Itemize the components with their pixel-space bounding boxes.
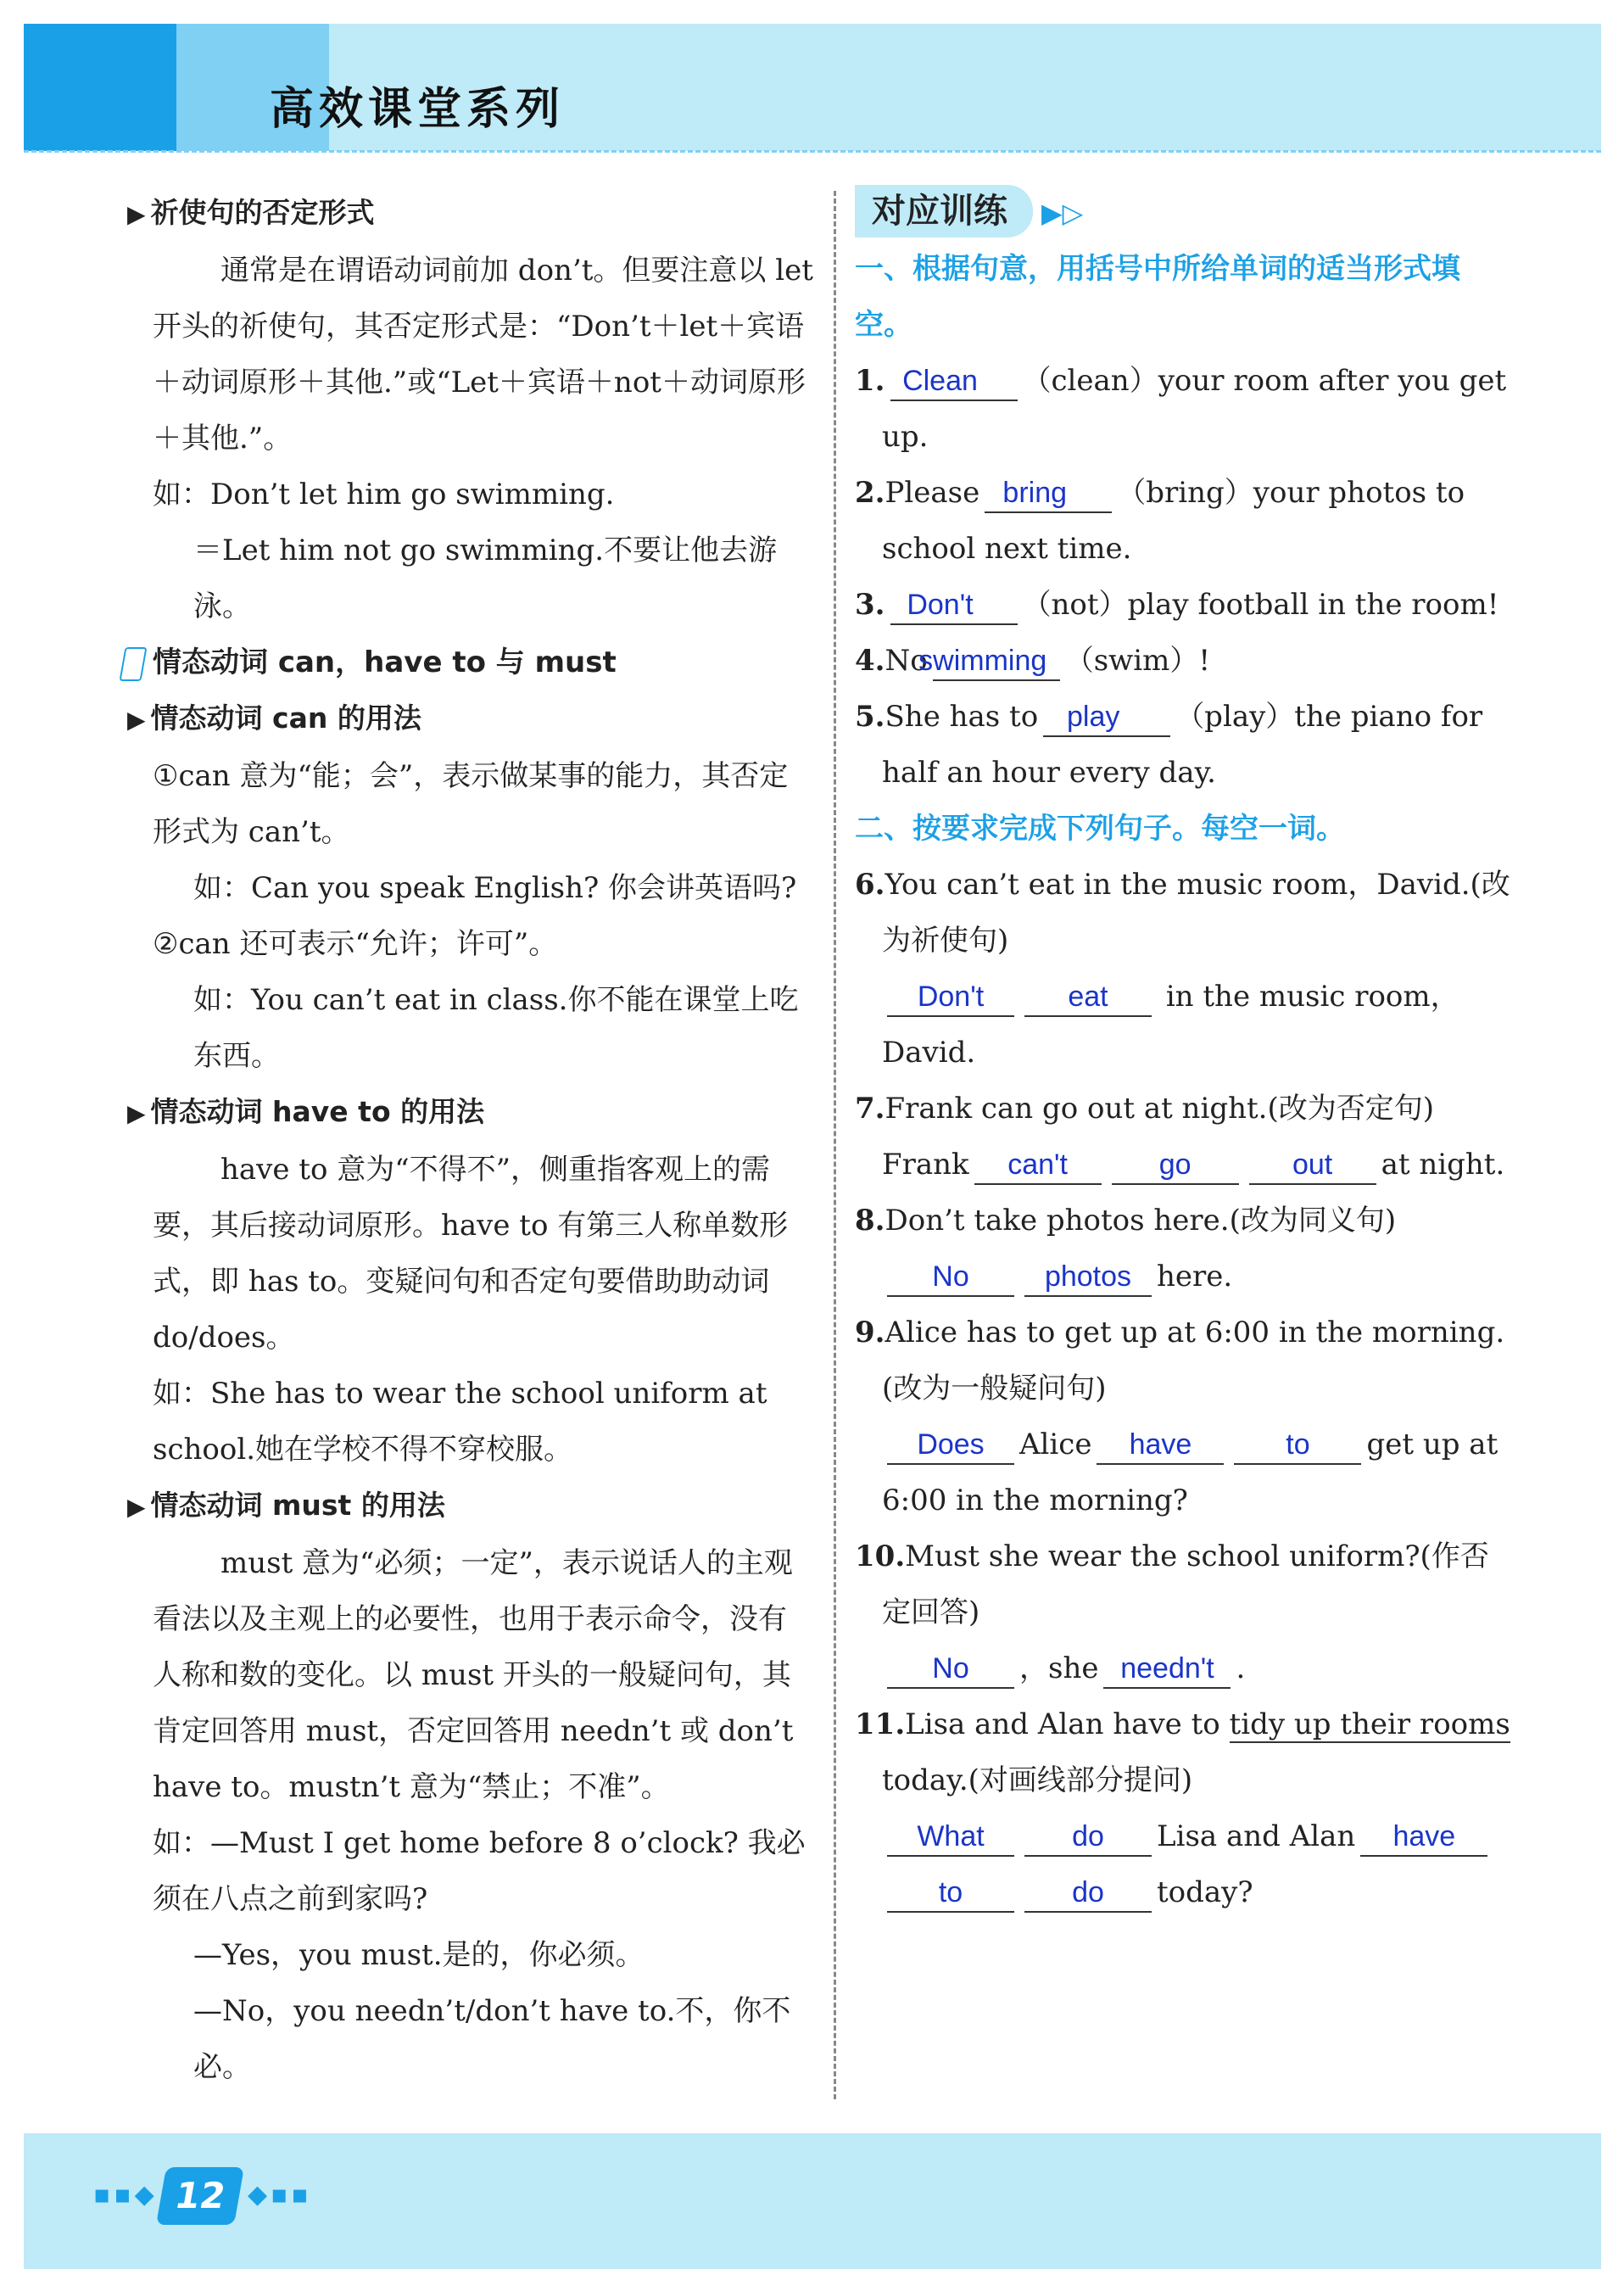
answer-blank[interactable]: photos (1024, 1258, 1152, 1297)
question-8: 8.Don’t take photos here.(改为同义句) (855, 1204, 1397, 1238)
exercises (855, 185, 1512, 1920)
page-number: 12 (156, 2167, 244, 2225)
page-header (24, 24, 1601, 151)
practice-badge: 对应训练 ▶▷ (855, 185, 1512, 241)
question-1: 1. Clean （clean）your room after you get up. (855, 364, 1507, 454)
question-2: 2.Please bring （bring）your photos to school next time. (855, 476, 1465, 566)
question-4: 4.Noswimming （swim）! (855, 633, 1512, 689)
answer-blank[interactable]: bring (985, 474, 1112, 513)
answer-6: Don't eat in the music room，David. (882, 980, 1459, 1070)
answer-blank[interactable]: play (1043, 698, 1170, 737)
answer-blank[interactable]: No (887, 1650, 1014, 1689)
answer-blank[interactable]: to (887, 1874, 1014, 1913)
dots-decoration: ◆▪▪ (248, 2180, 312, 2210)
answer-blank[interactable]: Clean (890, 362, 1018, 401)
answer-blank[interactable]: Don't (887, 978, 1014, 1017)
answer-blank[interactable]: What (887, 1818, 1014, 1857)
underlined-phrase: tidy up their rooms (1229, 1707, 1510, 1741)
must-text: must 意为“必须；一定”，表示说话人的主观看法以及主观上的必要性，也用于表示命令，没有人称和数的变化。以 must 开头的一般疑问句，其肯定回答用 must，否定回答用 needn’t 或 don’t have to。mustn’t 意为“禁止；不准”。 (153, 1546, 794, 1804)
series-title: 高效课堂系列 (270, 84, 566, 135)
can-point-2: ②can 还可表示“允许；许可”。 (153, 927, 558, 961)
must-example-1: 如：—Must I get home before 8 o’clock? 我必须在八点之前到家吗? (153, 1826, 806, 1916)
question-10: 10.Must she wear the school uniform?(作否定回答) (855, 1539, 1489, 1629)
answer-blank[interactable]: have (1097, 1426, 1224, 1465)
question-9: 9.Alice has to get up at 6:00 in the morning.(改为一般疑问句) (855, 1316, 1505, 1405)
arrow-icon: ▶▷ (1041, 197, 1084, 229)
haveto-heading: ▶ 情态动词 have to 的用法 (153, 1084, 814, 1142)
imp-neg-example: 如：Don’t let him go swimming. (153, 478, 615, 511)
answer-blank[interactable]: do (1024, 1874, 1152, 1913)
answer-blank[interactable]: Does (887, 1426, 1014, 1465)
pen-icon (119, 647, 147, 681)
must-example-3: —No，you needn’t/don’t have to.不，你不必。 (193, 1994, 791, 2084)
question-3: 3. Don't （not）play football in the room! (855, 577, 1512, 633)
answer-blank[interactable]: swimming (933, 642, 1060, 681)
answer-blank[interactable]: do (1024, 1818, 1152, 1857)
answer-blank[interactable]: No (887, 1258, 1014, 1297)
grammar-notes (150, 185, 814, 2095)
answer-10: No ，she needn't . (855, 1640, 1512, 1696)
can-point-1: ①can 意为“能；会”，表示做某事的能力，其否定形式为 can’t。 (153, 759, 789, 849)
answer-9: Does Alice have to get up at 6:00 in the morning? (882, 1428, 1498, 1517)
answer-blank[interactable]: have (1360, 1818, 1487, 1857)
can-heading: ▶ 情态动词 can 的用法 (153, 690, 814, 748)
modal-heading: 情态动词 can，have to 与 must (153, 634, 814, 690)
can-example-1: 如：Can you speak English? 你会讲英语吗? (193, 871, 797, 905)
haveto-example: 如：She has to wear the school uniform at school.她在学校不得不穿校服。 (153, 1377, 767, 1467)
answer-8: No photos here. (855, 1249, 1512, 1305)
question-7: 7.Frank can go out at night.(改为否定句) (855, 1092, 1434, 1126)
imp-neg-text: 通常是在谓语动词前加 don’t。但要注意以 let 开头的祈使句，其否定形式是：“Don’t＋let＋宾语＋动词原形＋其他.”或“Let＋宾语＋not＋动词原形＋其他.”。 (153, 254, 813, 455)
question-11: 11.Lisa and Alan have to tidy up their rooms today.(对画线部分提问) (855, 1707, 1510, 1797)
answer-blank[interactable]: needn't (1103, 1650, 1231, 1689)
dots-decoration: ▪▪◆ (93, 2180, 158, 2210)
can-example-2: 如：You can’t eat in class.你不能在课堂上吃东西。 (193, 983, 799, 1073)
haveto-text: have to 意为“不得不”，侧重指客观上的需要，其后接动词原形。have to 有第三人称单数形式，即 has to。变疑问句和否定句要借助助动词 do/does。 (153, 1153, 789, 1355)
imp-neg-heading: ▶ 祈使句的否定形式 (153, 185, 814, 243)
column-divider (834, 191, 836, 2099)
answer-blank[interactable]: go (1112, 1146, 1239, 1185)
must-heading: ▶ 情态动词 must 的用法 (153, 1478, 814, 1535)
question-5: 5.She has to play （play）the piano for half an hour every day. (855, 700, 1483, 790)
answer-11: What do Lisa and Alan have (855, 1808, 1512, 1864)
answer-blank[interactable]: can't (974, 1146, 1102, 1185)
answer-7: Frank can't go out at night. (855, 1137, 1512, 1193)
must-example-2: —Yes，you must.是的，你必须。 (193, 1938, 645, 1972)
answer-11-line-2: to do today? (855, 1864, 1512, 1920)
section-2-title: 二、按要求完成下列句子。每空一词。 (855, 812, 1345, 846)
answer-blank[interactable]: eat (1024, 978, 1152, 1017)
imp-neg-example-2: ＝Let him not go swimming.不要让他去游泳。 (193, 534, 778, 623)
question-6: 6.You can’t eat in the music room，David.(改为祈使句) (855, 868, 1510, 958)
section-1-title: 一、根据句意，用括号中所给单词的适当形式填空。 (855, 252, 1460, 342)
answer-blank[interactable]: to (1234, 1426, 1361, 1465)
answer-blank[interactable]: out (1249, 1146, 1376, 1185)
answer-blank[interactable]: Don't (890, 586, 1018, 625)
